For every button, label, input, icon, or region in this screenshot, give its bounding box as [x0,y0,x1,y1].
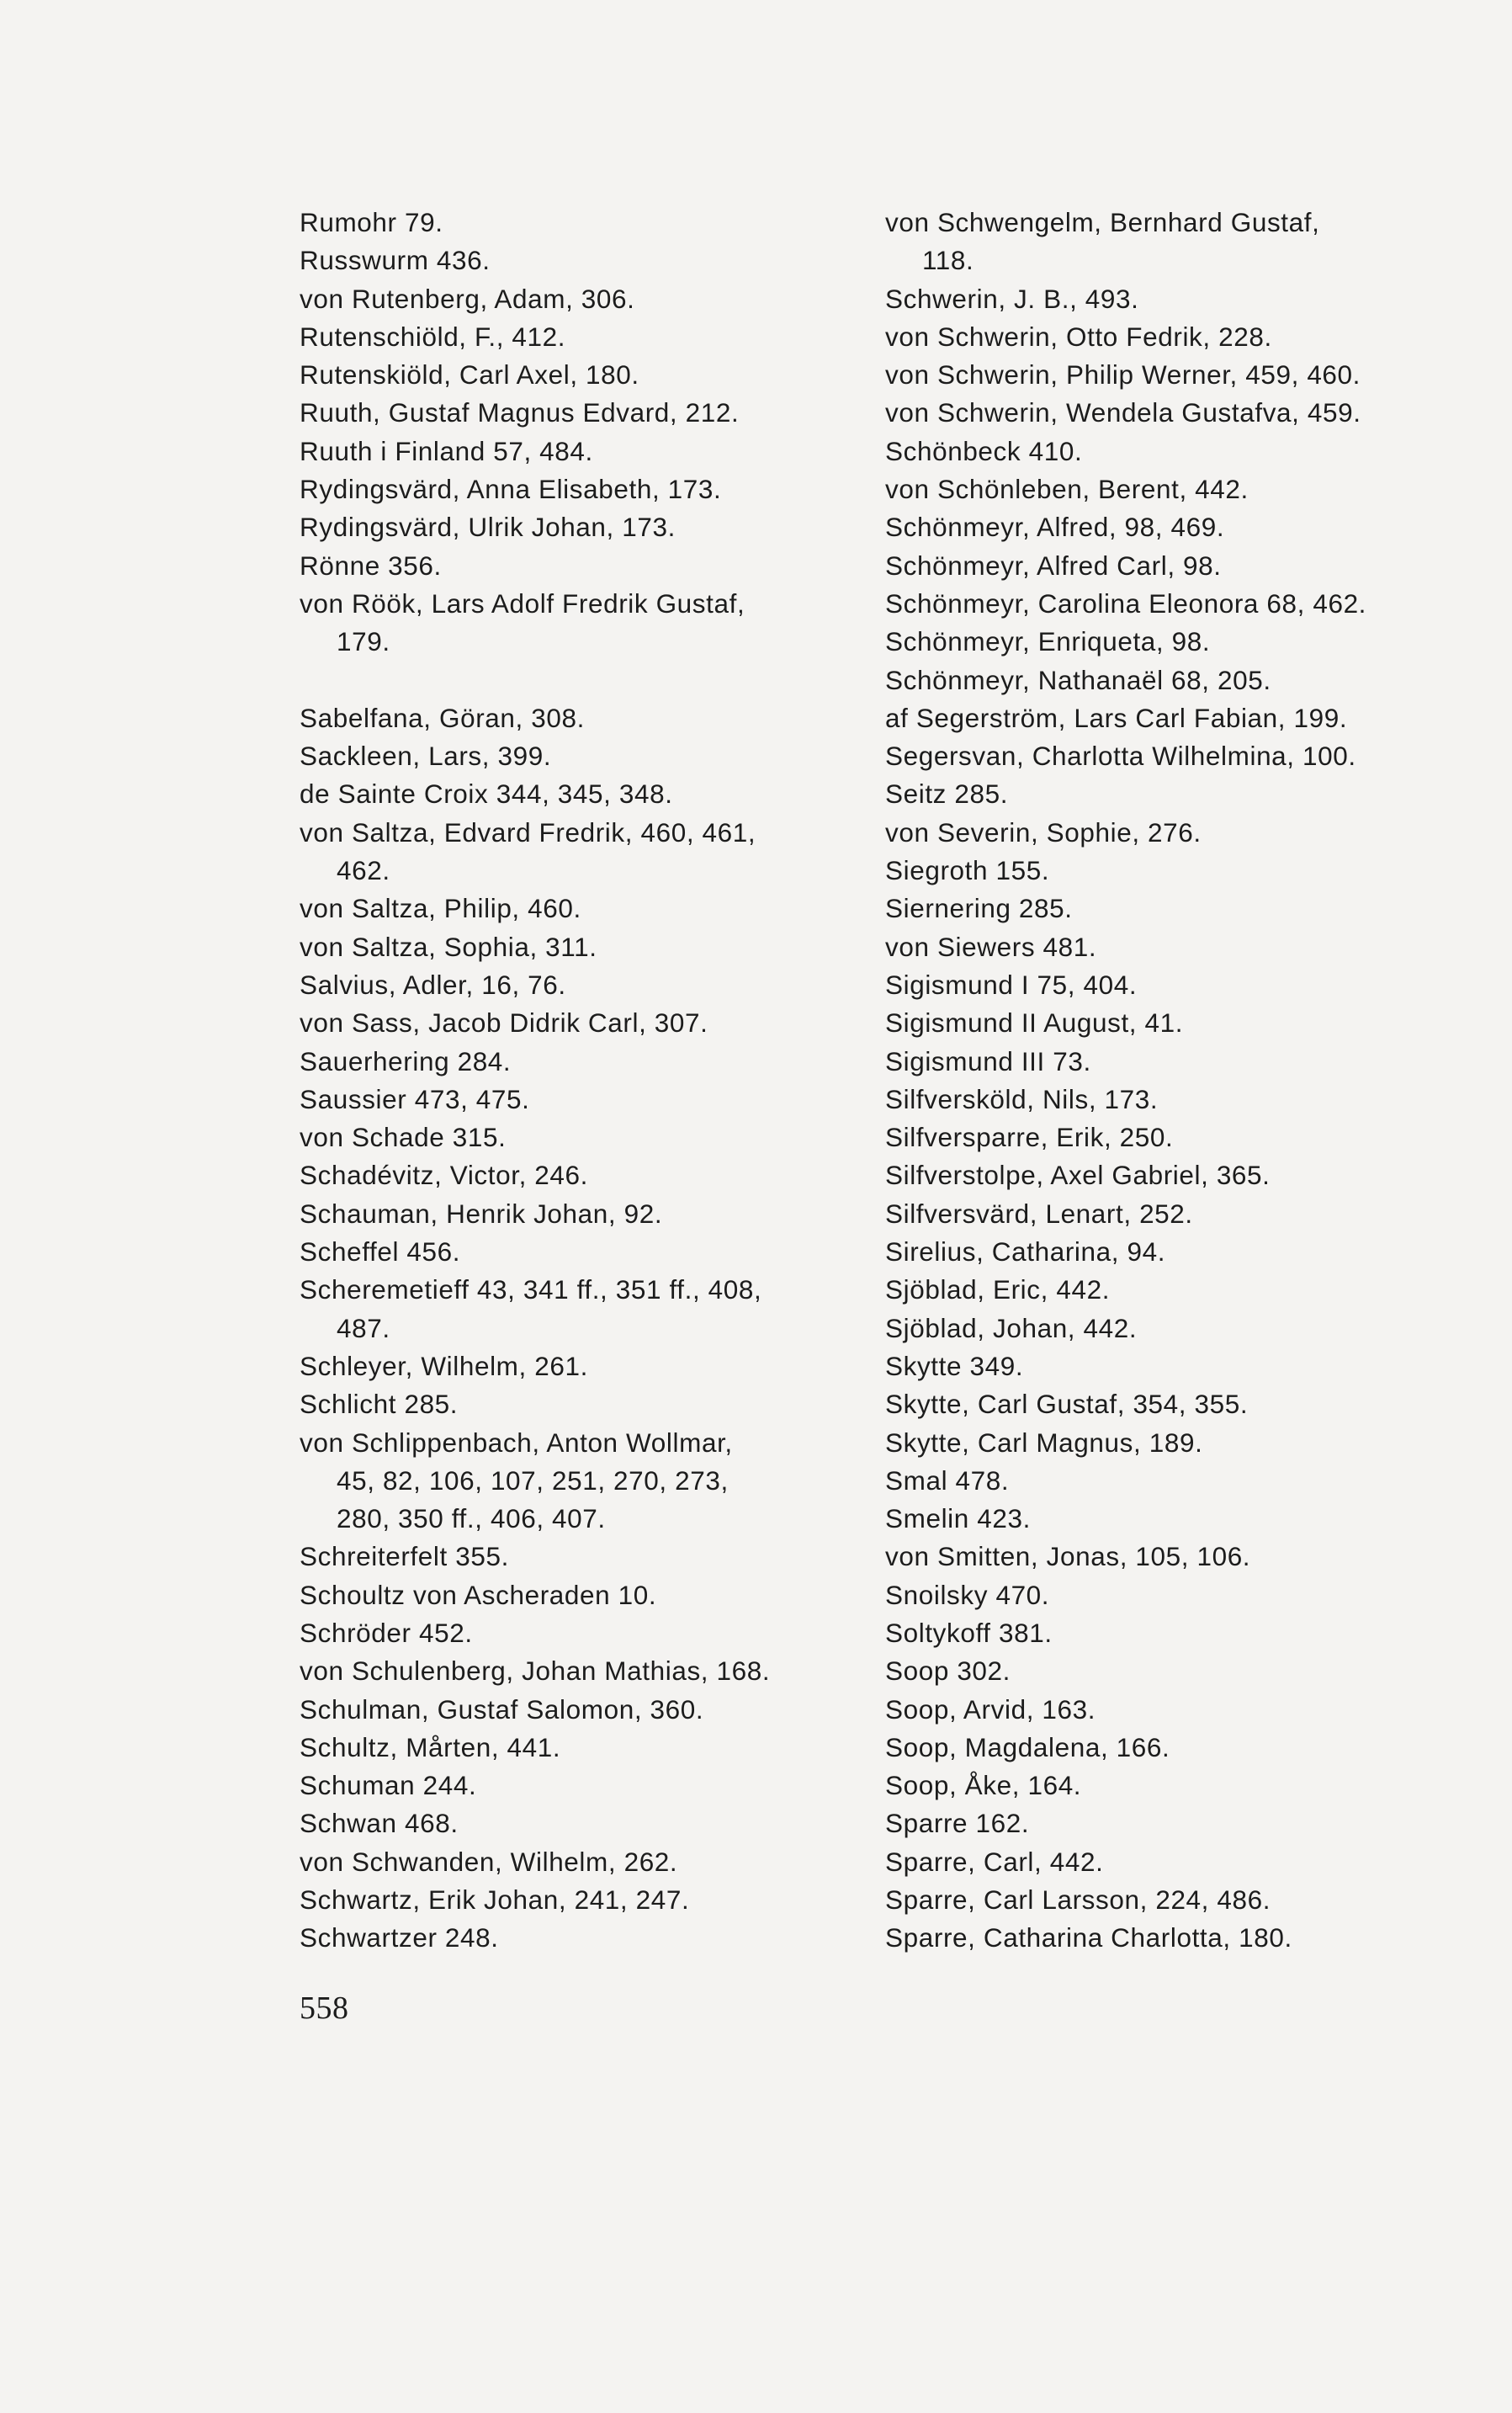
index-entry-text: Siernering 285. [885,893,1073,924]
index-entry [885,1691,1474,1729]
index-entry-text: Silfversköld, Nils, 173. [885,1083,1159,1114]
index-entry [300,1347,889,1385]
index-entry-text: Skytte, Carl Magnus, 189. [885,1427,1203,1458]
index-entry-continuation: 487. [337,1312,390,1343]
index-entry [300,1576,889,1614]
index-entry [885,1576,1474,1614]
index-entry-text: Soop, Magdalena, 166. [885,1731,1170,1762]
index-entry [885,1043,1474,1081]
index-entry-text: Schulman, Gustaf Salomon, 360. [300,1693,704,1725]
index-entry-text: von Schwerin, Wendela Gustafva, 459. [885,397,1361,428]
index-entry-text: Sjöblad, Johan, 442. [885,1312,1138,1343]
index-entry [885,1729,1474,1767]
index-entry [885,1462,1474,1500]
index-entry [885,1767,1474,1804]
index-entry-text: Rydingsvärd, Ulrik Johan, 173. [300,512,676,543]
index-entry [300,585,889,662]
index-entry-text: von Saltza, Philip, 460. [300,893,581,924]
index-entry-text: Schreiterfelt 355. [300,1541,509,1572]
index-entry-text: Schadévitz, Victor, 246. [300,1160,589,1191]
index-entry [300,1652,889,1690]
index-entry [300,204,889,242]
index-entry-text: Silfversparre, Erik, 250. [885,1122,1174,1153]
index-entry [300,1385,889,1423]
index-entry-text: Schönmeyr, Alfred, 98, 469. [885,512,1225,543]
index-entry [885,508,1474,546]
index-entry [885,1385,1474,1423]
index-entry [300,1043,889,1081]
index-entry [885,1271,1474,1309]
index-entry [300,470,889,508]
index-entry-text: Sparre, Carl Larsson, 224, 486. [885,1884,1271,1916]
index-entry [300,814,889,890]
index-entry [300,890,889,927]
index-entry-text: Smelin 423. [885,1503,1031,1534]
index-entry-text: Sackleen, Lars, 399. [300,741,552,772]
index-entry [885,1652,1474,1690]
index-entry [885,623,1474,661]
index-entry [300,737,889,775]
index-entry [300,242,889,279]
index-entry-text: Russwurm 436. [300,245,491,276]
index-entry-text: Schoultz von Ascheraden 10. [300,1579,657,1610]
index-entry-text: Sauerhering 284. [300,1045,512,1076]
index-entry-text: Sigismund II August, 41. [885,1007,1184,1039]
index-entry [300,280,889,318]
index-entry [300,356,889,394]
index-entry [300,775,889,813]
index-entry-text: Soop, Åke, 164. [885,1770,1082,1801]
index-entry [885,280,1474,318]
index-entry-text: Soop, Arvid, 163. [885,1693,1096,1725]
index-entry-text: Rutenskiöld, Carl Axel, 180. [300,359,639,391]
index-entry [300,699,889,737]
index-entry-text: Schlicht 285. [300,1389,459,1420]
index-entry-text: af Segerström, Lars Carl Fabian, 199. [885,702,1348,733]
index-entry-text: von Schlippenbach, Anton Wollmar, [300,1427,733,1458]
index-entry-text: von Rutenberg, Adam, 306. [300,283,635,314]
index-entry [300,1843,889,1881]
index-entry [300,547,889,585]
index-entry [885,1347,1474,1385]
index-entry-text: Sjöblad, Eric, 442. [885,1274,1111,1305]
index-entry-text: von Schwengelm, Bernhard Gustaf, [885,207,1320,237]
index-entry-text: Schuman 244. [300,1770,477,1801]
index-entry-text: Scheremetieff 43, 341 ff., 351 ff., 408, [300,1274,762,1305]
index-entry-text: Rutenschiöld, F., 412. [300,321,566,352]
index-entry [300,1119,889,1156]
index-entry-text: von Saltza, Sophia, 311. [300,931,597,962]
index-entry [885,1881,1474,1919]
index-entry [300,1919,889,1957]
index-entry-text: von Sass, Jacob Didrik Carl, 307. [300,1007,708,1039]
index-entry-text: Schönmeyr, Nathanaël 68, 205. [885,664,1271,695]
index-entry-text: von Schwerin, Otto Fedrik, 228. [885,321,1272,352]
index-column-right [885,204,1474,1958]
index-entry [300,966,889,1004]
index-entry [885,1804,1474,1842]
index-entry [300,433,889,470]
index-entry-text: Smal 478. [885,1464,1010,1496]
index-entry-text: Siegroth 155. [885,855,1050,886]
index-entry [885,547,1474,585]
index-entry [885,204,1474,280]
page-number: 558 [300,1990,349,2026]
index-entry-text: Saussier 473, 475. [300,1083,530,1114]
index-entry-text: von Saltza, Edvard Fredrik, 460, 461, [300,816,756,848]
index-entry [885,1195,1474,1233]
index-entry [300,394,889,432]
index-entry [300,1767,889,1804]
index-entry [885,1156,1474,1194]
index-entry [885,1919,1474,1957]
index-entry-text: Schauman, Henrik Johan, 92. [300,1198,663,1229]
index-entry [300,1195,889,1233]
index-entry [885,775,1474,813]
index-entry-text: Sabelfana, Göran, 308. [300,702,585,733]
index-entry-text: Sparre, Carl, 442. [885,1846,1104,1877]
index-entry [885,852,1474,890]
index-entry-continuation: 462. [337,855,390,886]
index-entry [300,1233,889,1271]
index-entry [300,1691,889,1729]
index-entry [885,1424,1474,1462]
index-entry-text: Rönne 356. [300,550,442,581]
index-entry-text: Ruuth i Finland 57, 484. [300,435,593,466]
index-entry [885,1843,1474,1881]
index-entry [300,1804,889,1842]
index-entry [885,356,1474,394]
index-entry [885,433,1474,470]
index-entry-text: Schönbeck 410. [885,435,1083,466]
index-entry [300,1156,889,1194]
index-entry-text: Sigismund III 73. [885,1045,1091,1076]
index-entry-text: Rydingsvärd, Anna Elisabeth, 173. [300,474,722,505]
index-entry-text: Schwartzer 248. [300,1922,499,1953]
index-entry [300,928,889,966]
index-entry-text: Silfversvärd, Lenart, 252. [885,1198,1193,1229]
index-entry-text: Sirelius, Catharina, 94. [885,1236,1166,1268]
index-entry-text: Schwan 468. [300,1808,459,1839]
index-entry [885,966,1474,1004]
index-entry-text: Ruuth, Gustaf Magnus Edvard, 212. [300,397,740,428]
index-entry-continuation: 280, 350 ff., 406, 407. [337,1503,606,1534]
index-entry-text: von Schönleben, Berent, 442. [885,474,1249,505]
index-entry [300,1538,889,1576]
index-entry [300,318,889,356]
index-entry [885,1119,1474,1156]
index-entry-text: von Röök, Lars Adolf Fredrik Gustaf, [300,587,745,619]
index-entry [885,1538,1474,1576]
index-entry-text: Soop 302. [885,1656,1011,1687]
index-entry-text: Skytte 349. [885,1350,1024,1381]
index-entry [300,508,889,546]
index-entry-text: von Schwerin, Philip Werner, 459, 460. [885,359,1361,391]
index-entry-text: de Sainte Croix 344, 345, 348. [300,779,673,810]
index-entry-text: Schwartz, Erik Johan, 241, 247. [300,1884,690,1916]
index-entry-text: Schönmeyr, Alfred Carl, 98. [885,550,1222,581]
index-entry-text: Skytte, Carl Gustaf, 354, 355. [885,1389,1249,1420]
index-entry-text: von Smitten, Jonas, 105, 106. [885,1541,1251,1572]
index-entry-text: Salvius, Adler, 16, 76. [300,969,566,1000]
index-entry [885,585,1474,623]
index-entry [300,1271,889,1347]
index-entry [885,1614,1474,1652]
index-entry [885,1004,1474,1042]
index-column-left [300,204,889,1958]
index-entry [885,662,1474,699]
index-entry-text: Sparre 162. [885,1808,1030,1839]
section-gap [300,662,889,699]
index-entry [300,1881,889,1919]
index-entry-continuation: 179. [337,626,390,657]
index-entry-text: Rumohr 79. [300,207,443,237]
index-entry-text: Schultz, Mårten, 441. [300,1731,561,1762]
index-entry [885,1500,1474,1538]
index-entry [300,1614,889,1652]
index-entry [885,1310,1474,1347]
index-entry-text: von Severin, Sophie, 276. [885,816,1202,848]
index-entry [885,890,1474,927]
index-entry-text: Schröder 452. [300,1617,473,1648]
index-entry [300,1424,889,1539]
index-entry-text: Schleyer, Wilhelm, 261. [300,1350,588,1381]
index-entry-text: von Schwanden, Wilhelm, 262. [300,1846,678,1877]
index-entry-text: von Schulenberg, Johan Mathias, 168. [300,1656,771,1687]
index-entry-text: Sparre, Catharina Charlotta, 180. [885,1922,1292,1953]
index-entry [300,1081,889,1119]
index-entry [300,1004,889,1042]
index-entry-text: Schönmeyr, Carolina Eleonora 68, 462. [885,587,1367,619]
index-entry [885,1081,1474,1119]
index-entry-text: Seitz 285. [885,779,1009,810]
index-entry-text: von Siewers 481. [885,931,1097,962]
index-entry-text: Soltykoff 381. [885,1617,1053,1648]
index-entry-text: Segersvan, Charlotta Wilhelmina, 100. [885,741,1356,772]
index-entry [885,814,1474,852]
index-entry-text: Snoilsky 470. [885,1579,1050,1610]
index-entry [885,470,1474,508]
index-entry-continuation: 45, 82, 106, 107, 251, 270, 273, [337,1464,729,1496]
index-entry-continuation: 118. [922,245,974,276]
index-entry [885,737,1474,775]
index-entry-text: Schwerin, J. B., 493. [885,283,1139,314]
index-entry [885,394,1474,432]
index-entry-text: Scheffel 456. [300,1236,461,1268]
index-entry [885,1233,1474,1271]
index-entry [300,1729,889,1767]
index-entry-text: Schönmeyr, Enriqueta, 98. [885,626,1211,657]
index-entry-text: von Schade 315. [300,1122,507,1153]
index-entry [885,928,1474,966]
index-entry [885,318,1474,356]
index-entry [885,699,1474,737]
index-entry-text: Sigismund I 75, 404. [885,969,1138,1000]
index-entry-text: Silfverstolpe, Axel Gabriel, 365. [885,1160,1271,1191]
